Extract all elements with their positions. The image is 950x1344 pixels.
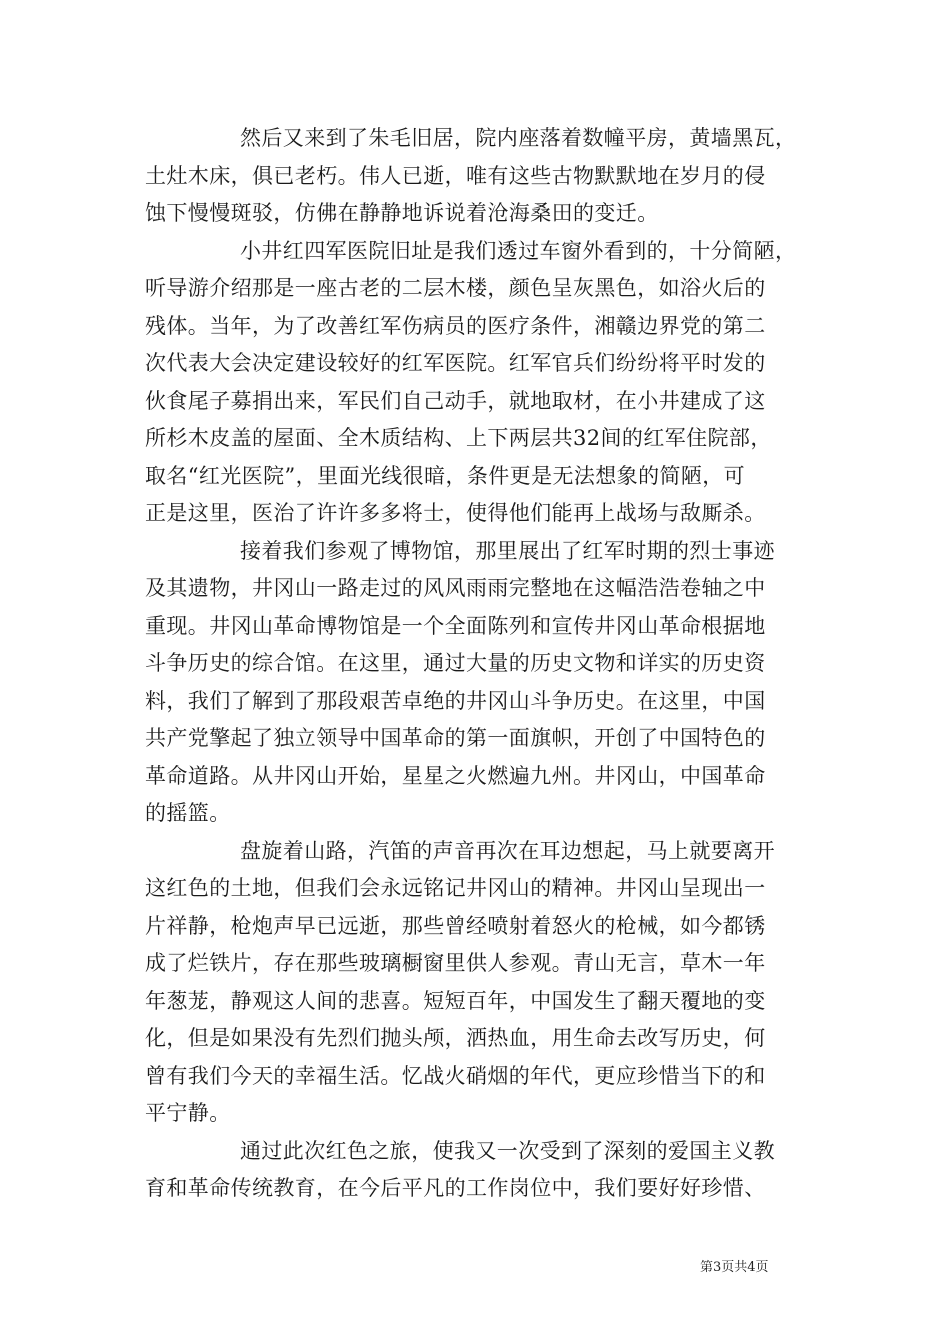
- text-line: 斗争历史的综合馆。在这里，通过大量的历史文物和详实的历史资: [145, 651, 766, 675]
- paragraph-xiaojing-hospital: [145, 233, 805, 533]
- text-line: 土灶木床，俱已老朽。伟人已逝，唯有这些古物默默地在岁月的侵: [145, 163, 766, 188]
- text-line: 通过此次红色之旅，使我又一次受到了深刻的爱国主义教: [240, 1138, 775, 1163]
- text-line: 接着我们参观了博物馆，那里展出了红军时期的烈士事迹: [240, 538, 775, 563]
- text-line: 育和革命传统教育，在今后平凡的工作岗位中，我们要好好珍惜、: [145, 1176, 766, 1200]
- text-line: 残体。当年，为了改善红军伤病员的医疗条件，湘赣边界党的第二: [145, 313, 766, 338]
- text-line: 重现。井冈山革命博物馆是一个全面陈列和宣传井冈山革命根据地: [145, 613, 766, 638]
- text-line: 然后又来到了朱毛旧居，院内座落着数幢平房，黄墙黑瓦，: [240, 126, 797, 150]
- text-line: 所杉木皮盖的屋面、全木质结构、上下两层共32间的红军住院部，: [145, 426, 772, 450]
- text-line: 伙食尾子募捐出来，军民们自己动手，就地取材，在小井建成了这: [145, 388, 766, 413]
- text-line: 取名“红光医院”，里面光线很暗，条件更是无法想象的简陋，可: [145, 463, 746, 488]
- text-line: 曾有我们今天的幸福生活。忆战火硝烟的年代，更应珍惜当下的和: [145, 1063, 766, 1088]
- text-line: 次代表大会决定建设较好的红军医院。红军官兵们纷纷将平时发的: [145, 351, 766, 375]
- text-line: 化，但是如果没有先烈们抛头颅，洒热血，用生命去改写历史，何: [145, 1026, 766, 1050]
- text-line: 共产党擎起了独立领导中国革命的第一面旗帜，开创了中国特色的: [145, 726, 766, 750]
- text-line: 这红色的土地，但我们会永远铭记井冈山的精神。井冈山呈现出一: [145, 876, 766, 900]
- text-line: 蚀下慢慢斑驳，仿佛在静静地诉说着沧海桑田的变迁。: [145, 201, 659, 225]
- text-line: 的摇篮。: [145, 801, 231, 825]
- text-line: 平宁静。: [145, 1101, 231, 1125]
- text-line: 成了烂铁片，存在那些玻璃橱窗里供人参观。青山无言，草木一年: [145, 951, 766, 975]
- text-line: 小井红四军医院旧址是我们透过车窗外看到的，十分简陋，: [240, 238, 797, 263]
- text-line: 年葱茏，静观这人间的悲喜。短短百年，中国发生了翻天覆地的变: [145, 988, 766, 1013]
- text-line: 及其遗物，井冈山一路走过的风风雨雨完整地在这幅浩浩卷轴之中: [145, 576, 766, 600]
- text-line: 革命道路。从井冈山开始，星星之火燃遍九州。井冈山，中国革命: [145, 763, 766, 788]
- paragraph-zhu-mao-residence: [145, 120, 805, 233]
- text-line: 正是这里，医治了许许多多将士，使得他们能再上战场与敌厮杀。: [145, 501, 766, 525]
- text-line: 料，我们了解到了那段艰苦卓绝的井冈山斗争历史。在这里，中国: [145, 688, 766, 713]
- paragraph-mountain-road: [145, 833, 805, 1133]
- text-line: 听导游介绍那是一座古老的二层木楼，颜色呈灰黑色，如浴火后的: [145, 276, 766, 300]
- document-body: [145, 120, 805, 1208]
- paragraph-red-tour-conclusion: [145, 1133, 805, 1208]
- page-number: 第3页共4页: [700, 1260, 769, 1275]
- paragraph-museum: [145, 533, 805, 833]
- text-line: 盘旋着山路，汽笛的声音再次在耳边想起，马上就要离开: [240, 838, 775, 863]
- text-line: 片祥静，枪炮声早已远逝，那些曾经喷射着怒火的枪械，如今都锈: [145, 913, 766, 938]
